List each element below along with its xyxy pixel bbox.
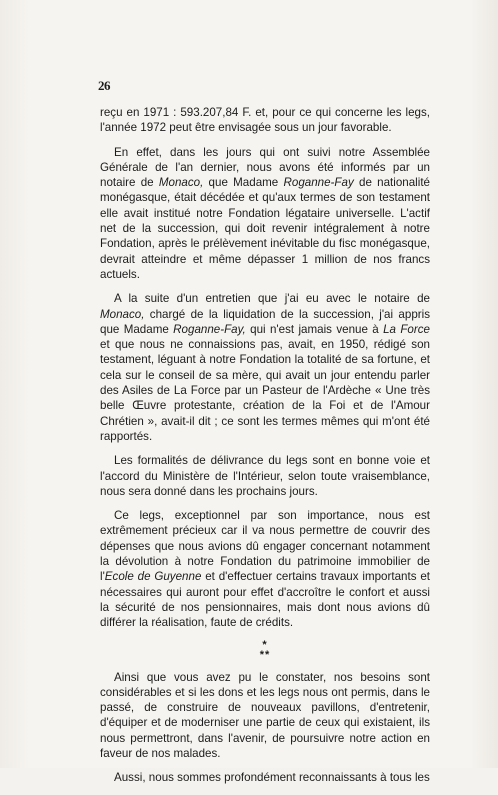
text-run: de nationalité monégasque, était décédée et qu'aux termes de son testament elle avait institué notre Fondation légataire universelle. L'actif net de la succession, qui doit revenir intégralement à notre Fondation, après le prélèvement inévitable du fisc monégasque, devrait atteindre et même dépasser 1 million de nos francs actuels. (100, 176, 430, 281)
text-run: que Madame (203, 176, 284, 190)
paragraph-3 (100, 291, 430, 444)
text-run: Roganne-Fay, (173, 322, 246, 336)
paragraph-5 (100, 508, 430, 630)
text-run: qui n'est jamais venue à (245, 322, 384, 336)
text-run: reçu en 1971 : 593.207,84 F. et, pour ce qui concerne les legs, l'année 1972 peut être envisagée sous un jour favorable. (100, 106, 430, 135)
page-number: 26 (98, 78, 110, 93)
paragraph-7 (100, 770, 430, 785)
text-run: Aussi, nous sommes profondément reconnaissants à tous les (114, 771, 430, 785)
body-text (100, 105, 430, 795)
text-run: Ecole de Guyenne (104, 570, 202, 584)
text-run: Les formalités de délivrance du legs sont en bonne voie et l'accord du Ministère de l'Intérieur, selon toute vraisemblance, nous sera donné dans les prochains jours. (100, 454, 430, 498)
section-separator (100, 640, 430, 660)
text-run: Roganne-Fay (283, 176, 354, 190)
text-run: La Force (383, 322, 430, 336)
text-run: chargé de la liquidation de la succession, j'ai appris que Madame (100, 307, 430, 336)
paragraph-1 (100, 105, 430, 136)
text-run: En effet, dans les jours qui ont suivi notre Assemblée Générale de l'an dernier, nous avons été informés par un notaire de (100, 145, 430, 190)
paragraph-4 (100, 453, 430, 499)
separator-bottom: ** (259, 648, 271, 661)
separator-top: * (262, 638, 268, 651)
paragraph-2 (100, 145, 430, 283)
text-run: Monaco, (158, 176, 204, 190)
text-run: Ce legs, exceptionnel par son importance, nous est extrêmement précieux car il va nous permettre de couvrir des dépenses que nous avions dû engager concernant notamment la dévolution à notre Fondation du patrimoine immobilier de l' (100, 509, 430, 584)
text-run: A la suite d'un entretien que j'ai eu avec le notaire de (114, 292, 430, 306)
paragraph-6 (100, 670, 430, 762)
text-run: Ainsi que vous avez pu le constater, nos besoins sont considérables et si les dons et les legs nous ont permis, dans le passé, de construire de nouveaux pavillons, d'entretenir, d'équiper et de moderniser une partie de ceux qui existaient, ils nous permettront, dans l'avenir, de poursuivre notre action en faveur de nos malades. (100, 670, 430, 760)
text-run: Monaco, (100, 307, 145, 321)
text-run: et d'effectuer certains travaux importants et nécessaires qui auront pour effet d'accroître le confort et aussi la sécurité de nos pensionnaires, mais dont nous avions dû différer la réalisation, faute de crédits. (100, 570, 430, 630)
text-run: et que nous ne connaissions pas, avait, en 1950, rédigé son testament, léguant à notre Fondation la totalité de sa fortune, et cela sur le conseil de sa mère, qui avait un jour entendu parler des Asiles de La Force par un Pasteur de l'Ardèche « Une très belle Œuvre protestante, création de la Foi et de l'Amour Chrétien », avait-il dit ; ce sont les termes mêmes qui m'ont été rapportés. (100, 338, 430, 443)
